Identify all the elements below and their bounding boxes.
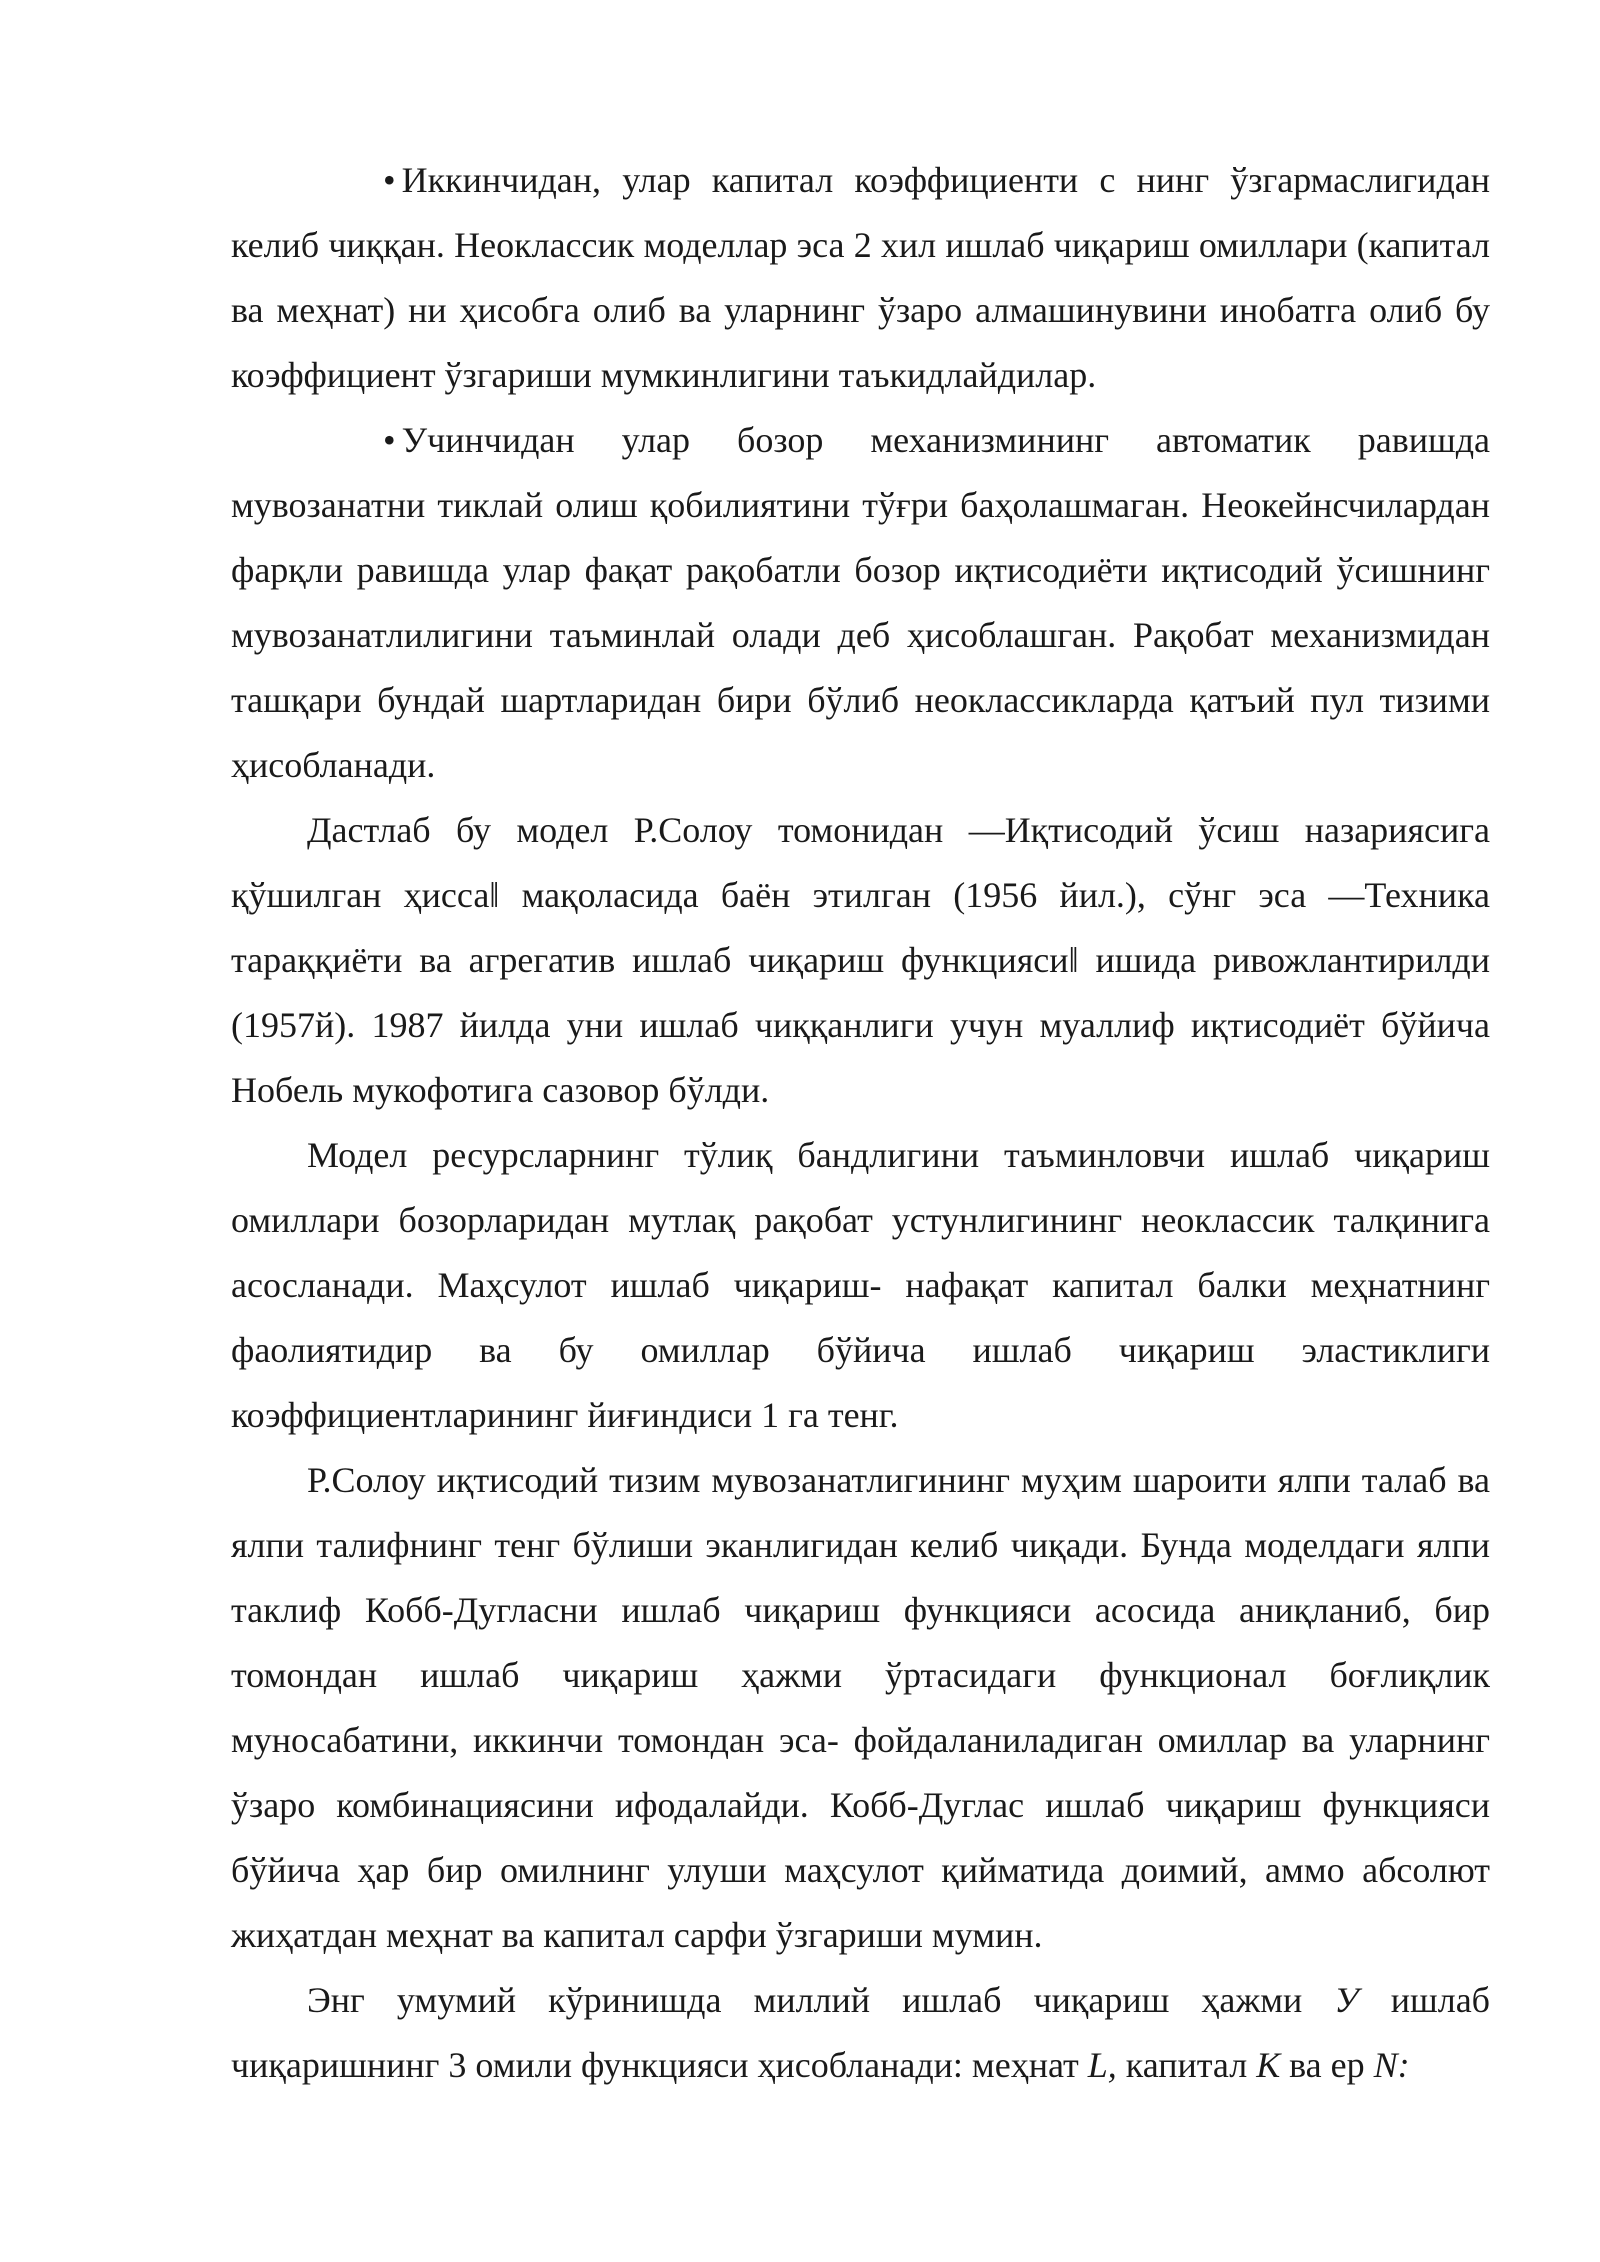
paragraph-text: Р.Солоу иқтисодий тизим мувозанатлигининг муҳим шароити ялпи талаб ва ялпи талифнинг тенг бўлиши эканлигидан келиб чиқади. Бунда моделдаги ялпи таклиф Кобб-Дугласни ишлаб чиқариш функцияси асосида аниқланиб, бир томондан ишлаб чиқариш ҳажми ўртасидаги функционал боғлиқлик муносабатини, иккинчи томондан эса- фойдаланиладиган омиллар ва уларнинг ўзаро комбинациясини ифодалайди. Кобб-Дуглас ишлаб чиқариш функцияси бўйича ҳар бир омилнинг улуши маҳсулот қийматида доимий, аммо абсолют жиҳатдан меҳнат ва капитал сарфи ўзгариши мумин.	[231, 1460, 1490, 1955]
paragraph-bullet-second	[231, 148, 1490, 408]
variable-l: L,	[1087, 2045, 1117, 2085]
paragraph-text-part: ишлаб чиқаришнинг 3 омили функцияси ҳисобланади: меҳнат	[231, 1980, 1490, 2085]
paragraph-bullet-third	[231, 408, 1490, 798]
document-page	[231, 148, 1490, 2098]
variable-y: У	[1334, 1980, 1359, 2020]
bullet-icon: •	[383, 420, 396, 460]
paragraph-production-function	[231, 1968, 1490, 2098]
paragraph-text: Модел ресурсларнинг тўлиқ бандлигини таъминловчи ишлаб чиқариш омиллари бозорларидан мутлақ рақобат устунлигининг неоклассик талқинига асосланади. Маҳсулот ишлаб чиқариш- нафақат капитал балки меҳнатнинг фаолиятидир ва бу омиллар бўйича ишлаб чиқариш эластиклиги коэффициентларининг йиғиндиси 1 га тенг.	[231, 1135, 1490, 1435]
paragraph-text: Иккинчидан, улар капитал коэффициенти с нинг ўзгармаслигидан келиб чиққан. Неоклассик моделлар эса 2 хил ишлаб чиқариш омиллари (капитал ва меҳнат) ни ҳисобга олиб ва уларнинг ўзаро алмашинувини инобатга олиб бу коэффициент ўзгариши мумкинлигини таъкидлайдилар.	[231, 160, 1490, 395]
paragraph-text: Учинчидан улар бозор механизмининг автоматик равишда мувозанатни тиклай олиш қобилиятини тўғри баҳолашмаган. Неокейнсчилардан фарқли равишда улар фақат рақобатли бозор иқтисодиёти иқтисодий ўсишнинг мувозанатлилигини таъминлай олади деб ҳисоблашган. Рақобат механизмидан ташқари бундай шартларидан бири бўлиб неоклассикларда қатъий пул тизими ҳисобланади.	[231, 420, 1490, 785]
variable-n: N:	[1373, 2045, 1410, 2085]
paragraph-text: Дастлаб бу модел Р.Солоу томонидан ―Иқтисодий ўсиш назариясига қўшилган ҳисса‖ мақоласида баён этилган (1956 йил.), сўнг эса ―Техника тараққиёти ва агрегатив ишлаб чиқариш функцияси‖ ишида ривожлантирилди (1957й). 1987 йилда уни ишлаб чиққанлиги учун муаллиф иқтисодиёт бўйича Нобель мукофотига сазовор бўлди.	[231, 810, 1490, 1110]
bullet-icon: •	[383, 160, 396, 200]
variable-k: К	[1256, 2045, 1281, 2085]
paragraph-text-part: капитал	[1116, 2045, 1257, 2085]
paragraph-text-part: ва ер	[1280, 2045, 1374, 2085]
paragraph-text-part: Энг умумий кўринишда миллий ишлаб чиқариш ҳажми	[307, 1980, 1335, 2020]
paragraph-equilibrium	[231, 1448, 1490, 1968]
paragraph-model-basis	[231, 1123, 1490, 1448]
paragraph-solow-history	[231, 798, 1490, 1123]
